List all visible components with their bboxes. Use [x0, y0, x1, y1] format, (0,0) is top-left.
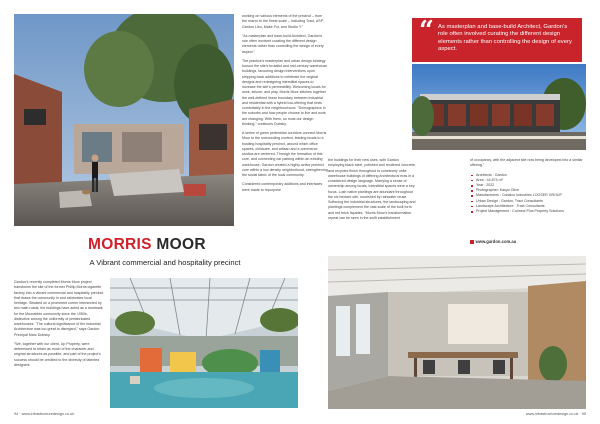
- paragraph: Gardon's recently completed Morris Moor project transforms the site of the former Phillip Morris cigarette factory into a vibrant commercial and hospitality precinct that draws the community in and celebrates local heritage. Situated on a prominent corner intersected by two main roads, the buildings have acted as a landmark for the Moorabbin community since the 1950s, distinctive among the uniformity of prefabricated warehouses. "The cultural significance of the industrial Architecture was too great to disregard," says Gardon Principal Marc Dubsky.: [14, 280, 104, 337]
- paragraph: The practice's masterplan and urban design strategy honour the site's brutalist and mid-century warehouse buildings, favouring design interventions upon stripping back additions to celebrate the original designs and redesigning interstitial spaces to increase the site's permeability. Welcoming locals for work, leisure, and play, Morris Moor stitches together the well-defined linear boundary between industrial and residential with a hybrid low-offering that rests comfortably in the neighbourhood. "Demographics in the suburbs and how people choose to live and work are changing. With them, so must our design thinking," continues Dubsky.: [242, 58, 328, 126]
- photo-building-exterior: [412, 64, 586, 150]
- footer-left: 94 · www.infrastructuredesign.co.uk: [14, 412, 75, 416]
- credit-item: Manufacturers : Cobalco Industries LOOSER GROUP: [470, 193, 586, 198]
- photo-courtyard: [14, 14, 234, 226]
- pull-quote-text: As masterplan and base-build Architect, Gardon's role often involved curating the different design elements rather than controlling the design of every aspect.: [438, 24, 572, 53]
- website-link[interactable]: [470, 239, 516, 244]
- paragraph: A series of green pedestrian corridors connect Morris Moor to the surrounding context, leading locals to a bustling hospitality precinct, around which office spaces, childcare, and artisan and e-commerce studios are centered. Through the formation of this core, and connecting car parking within an existing warehouse, Gardon created a highly active precinct core within a low density neighborhood, strengthening the social fabric of the local community.: [242, 131, 328, 177]
- article-subtitle: A Vibrant commercial and hospitality precinct: [89, 258, 241, 267]
- credit-item: Year : 2022: [470, 183, 586, 188]
- credits-list: [470, 173, 586, 215]
- paragraph: of occupancy, with the adjacent site now being developed into a similar offering.": [470, 158, 583, 168]
- credit-item: Photographer: Kasyo Olive: [470, 188, 586, 193]
- text-column-bottom-left: [14, 280, 104, 372]
- text-column-middle-right-2: [470, 158, 586, 214]
- photo-interior: [328, 256, 586, 409]
- credit-item: Architects : Gardon: [470, 173, 586, 178]
- title-word-morris: MORRIS: [88, 236, 152, 253]
- credit-item: Urban Design : Gardon, Tract Consultants: [470, 199, 586, 204]
- paragraph: "We, together with our client, Up Property, were determined to retain as much of the character and original structures as possible, and part of the project's success should be credited to the diversity of talented designers: [14, 341, 101, 367]
- text-column-middle-right-1: [328, 158, 416, 225]
- paragraph: working on various elements of the precinct – from the macro to the finest scale – including Tract, ASP, Gardon Lieu, Make Fur, and Studio Y.": [242, 14, 324, 29]
- title-word-moor: MOOR: [156, 236, 206, 253]
- photo-greenhouse-playground: [110, 278, 298, 408]
- website-text: www.gardon.com.au: [475, 239, 517, 244]
- paragraph: the buildings for their new uses, with Gardon employing black steel, polished and rendered concrete, and recycled finish throughout to cohesively unite warehouse buildings of differing Architectural eras in a considered design language. Marrying a sense of ownership among locals, interstitial spaces were a key focus. Lush native plantings are abundant throughout the six hectare site, nourished by rainwater reuse. Softening the industrial structures, the landscaping and plantings complement the vast scale of the built form and red brick façades. "Morris Moor's transformation repeat can be seen in the swift establishment: [328, 158, 416, 220]
- square-bullet-icon: [470, 240, 474, 244]
- text-column-top-middle: [242, 14, 328, 197]
- pull-quote: [412, 18, 582, 62]
- paragraph: "As masterplan and base-build Architect, Gardon's role often involved curating the different design elements rather than controlling the design of every aspect.": [242, 33, 324, 54]
- paragraph: Considered contemporary additions and interfaces were made to repurpose: [242, 182, 323, 192]
- credit-item: Landscape Architecture : Tract Consultants: [470, 204, 586, 209]
- credit-item: Project Management : Connect Plus Property Solutions: [470, 209, 586, 214]
- footer-right: www.infrastructuredesign.co.uk · 95: [525, 412, 586, 416]
- article-title: [88, 236, 206, 254]
- quote-mark-icon: “: [419, 16, 434, 46]
- credit-item: Area : 44,874 m²: [470, 178, 586, 183]
